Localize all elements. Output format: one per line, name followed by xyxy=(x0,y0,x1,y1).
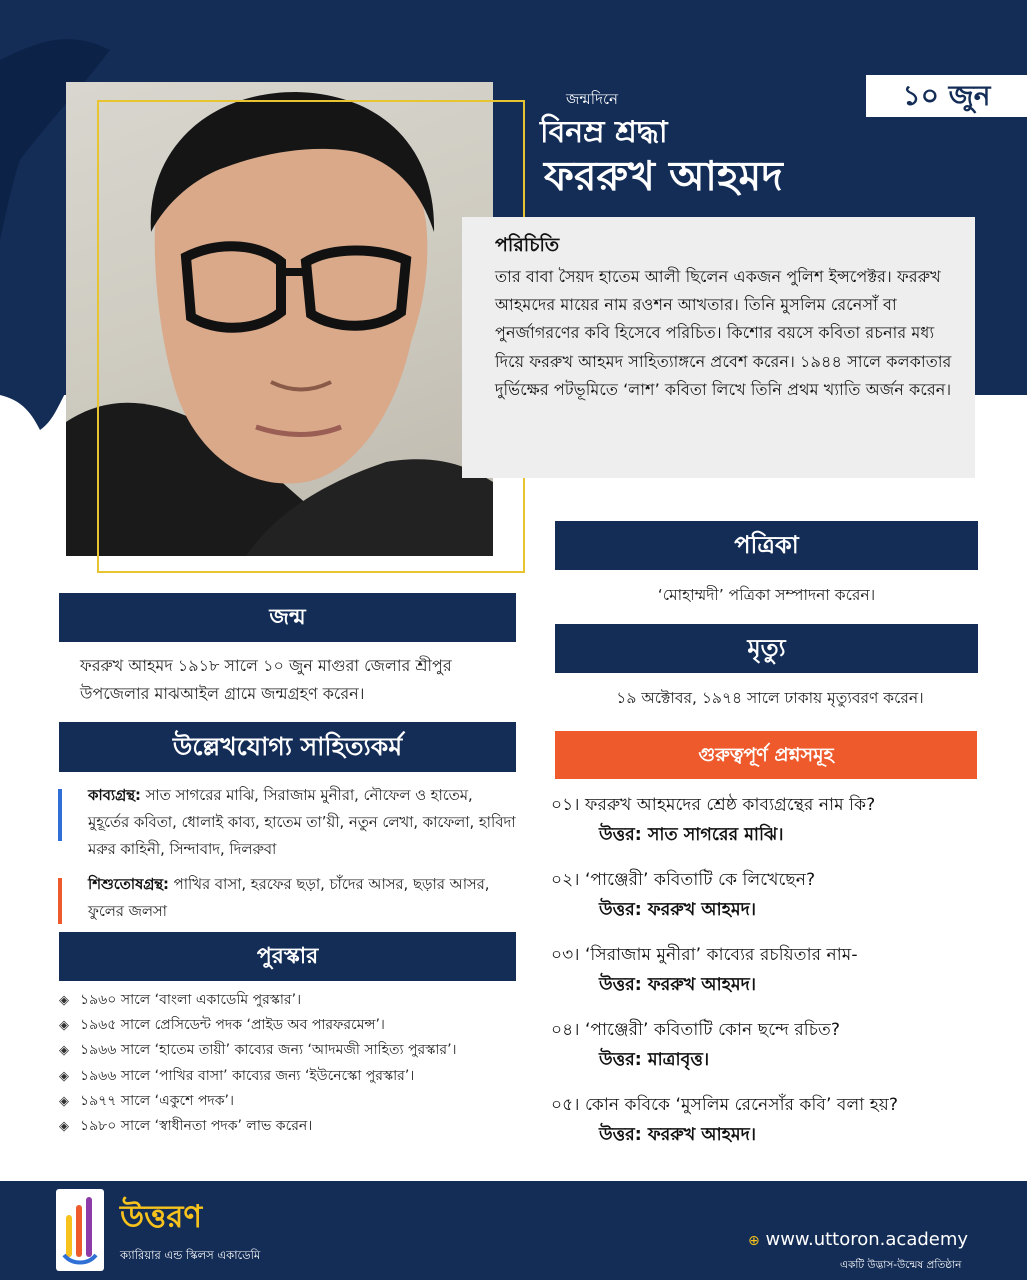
portrait-photo xyxy=(66,82,493,556)
answer-5: উত্তর: ফররুখ আহমদ। xyxy=(599,1125,757,1145)
brand-tagline: ক্যারিয়ার এন্ড স্কিলস একাডেমি xyxy=(120,1248,261,1262)
diamond-bullet-icon: ◈ xyxy=(59,993,69,1008)
works-children-item xyxy=(58,871,518,925)
award-item: ◈ ১৯৬৬ সালে ‘পাখির বাসা’ কাব্যের জন্য ‘ইউনেস্কো পুরস্কার’। xyxy=(58,1064,518,1089)
uttoron-logo-icon xyxy=(56,1189,104,1271)
answer-3: উত্তর: ফররুখ আহমদ। xyxy=(599,975,757,995)
answer-4: উত্তর: মাত্রাবৃত্ত। xyxy=(599,1050,710,1070)
magazine-text: ‘মোহাম্মদী’ পত্রিকা সম্পাদনা করেন। xyxy=(657,586,876,604)
question-4: ০৪। ‘পাঞ্জেরী’ কবিতাটি কোন ছন্দে রচিত? xyxy=(551,1020,841,1040)
footer xyxy=(0,1181,1027,1280)
question-2: ০২। ‘পাঞ্জেরী’ কবিতাটি কে লিখেছেন? xyxy=(551,870,816,890)
website-link[interactable] xyxy=(748,1229,968,1250)
parent-org: একটি উদ্ভাস-উন্মেষ প্রতিষ্ঠান xyxy=(840,1259,962,1271)
works-heading: উল্লেখযোগ্য সাহিত্যকর্ম xyxy=(59,722,516,772)
question-1: ০১। ফররুখ আহমদের শ্রেষ্ঠ কাব্যগ্রন্থের নাম কি? xyxy=(551,795,876,815)
page-title: ফররুখ আহমদ xyxy=(544,152,783,200)
title-tribute: বিনম্র শ্রদ্ধা xyxy=(540,115,668,150)
magazine-heading: পত্রিকা xyxy=(555,521,978,570)
death-heading: মৃত্যু xyxy=(555,624,978,673)
award-item: ◈ ১৯৮০ সালে ‘স্বাধীনতা পদক’ লাভ করেন। xyxy=(58,1114,518,1139)
awards-heading: পুরস্কার xyxy=(59,932,516,981)
qa-heading: গুরুত্বপূর্ণ প্রশ্নসমূহ xyxy=(555,731,977,779)
works-children-label: শিশুতোষগ্রন্থ: xyxy=(88,876,169,893)
brand-name: উত্তরণ xyxy=(120,1199,203,1235)
globe-icon: ⊕ xyxy=(748,1233,760,1249)
answer-2: উত্তর: ফররুখ আহমদ। xyxy=(599,900,757,920)
works-poetry-text: সাত সাগরের মাঝি, সিরাজাম মুনীরা, নৌফেল ও হাতেম, মুহূর্তের কবিতা, ধোলাই কাব্য, হাতেম তা’য়ী, নতুন লেখা, কাফেলা, হাবিদা মরুর কাহিনী, সিন্দাবাদ, দিলরুবা xyxy=(88,787,516,858)
accent-bar-orange xyxy=(58,878,62,924)
death-text: ১৯ অক্টোবর, ১৯৭৪ সালে ঢাকায় মৃত্যুবরণ করেন। xyxy=(616,689,924,707)
intro-title: পরিচিতি xyxy=(495,234,560,256)
diamond-bullet-icon: ◈ xyxy=(59,1093,69,1109)
answer-1: উত্তর: সাত সাগরের মাঝি। xyxy=(599,825,784,845)
works-children-text: পাখির বাসা, হরফের ছড়া, চাঁদের আসর, ছড়ার আসর, ফুলের জলসা xyxy=(88,876,490,920)
works-list xyxy=(58,782,518,933)
accent-bar-blue xyxy=(58,789,62,841)
question-3: ০৩। ‘সিরাজাম মুনীরা’ কাব্যের রচয়িতার নাম- xyxy=(551,945,858,965)
diamond-bullet-icon: ◈ xyxy=(59,1068,69,1084)
intro-card xyxy=(462,217,975,478)
awards-list xyxy=(58,988,518,1139)
birth-text: ফররুখ আহমদ ১৯১৮ সালে ১০ জুন মাগুরা জেলার শ্রীপুর উপজেলার মাঝআইল গ্রামে জন্মগ্রহণ করেন। xyxy=(80,656,452,703)
award-item: ◈ ১৯৭৭ সালে ‘একুশে পদক’। xyxy=(58,1089,518,1114)
award-item: ◈ ১৯৬০ সালে ‘বাংলা একাডেমি পুরস্কার’। xyxy=(58,988,518,1013)
award-item: ◈ ১৯৬৫ সালে প্রেসিডেন্ট পদক ‘প্রাইড অব পারফরমেন্স’। xyxy=(58,1013,518,1038)
works-poetry-item xyxy=(58,782,518,863)
title-eyebrow: জন্মদিনে xyxy=(566,90,618,108)
works-poetry-label: কাব্যগ্রন্থ: xyxy=(88,787,141,804)
website-url: www.uttoron.academy xyxy=(765,1229,969,1250)
birth-heading: জন্ম xyxy=(59,593,516,642)
question-5: ০৫। কোন কবিকে ‘মুসলিম রেনেসাঁর কবি’ বলা হয়? xyxy=(551,1095,899,1115)
diamond-bullet-icon: ◈ xyxy=(59,1018,69,1034)
diamond-bullet-icon: ◈ xyxy=(59,1043,69,1059)
date-badge: ১০ জুন xyxy=(866,75,1027,117)
portrait-illustration xyxy=(66,82,493,556)
award-item: ◈ ১৯৬৬ সালে ‘হাতেম তায়ী’ কাব্যের জন্য ‘আদমজী সাহিত্য পুরস্কার’। xyxy=(58,1038,518,1063)
diamond-bullet-icon: ◈ xyxy=(59,1119,69,1135)
qa-list xyxy=(551,790,991,1165)
intro-text: তার বাবা সৈয়দ হাতেম আলী ছিলেন একজন পুলিশ ইন্সপেক্টর। ফররুখ আহমদের মায়ের নাম রওশন আখতার। তিনি মুসলিম রেনেসাঁ বা পুনর্জাগরণের কবি হিসেবে পরিচিত। কিশোর বয়সে কবিতা রচনার মধ্য দিয়ে ফররুখ আহমদ সাহিত্যাঙ্গনে প্রবেশ করেন। ১৯৪৪ সালে কলকাতার দুর্ভিক্ষের পটভূমিতে ‘লাশ’ কবিতা লিখে তিনি প্রথম খ্যাতি অর্জন করেন। xyxy=(495,267,952,399)
